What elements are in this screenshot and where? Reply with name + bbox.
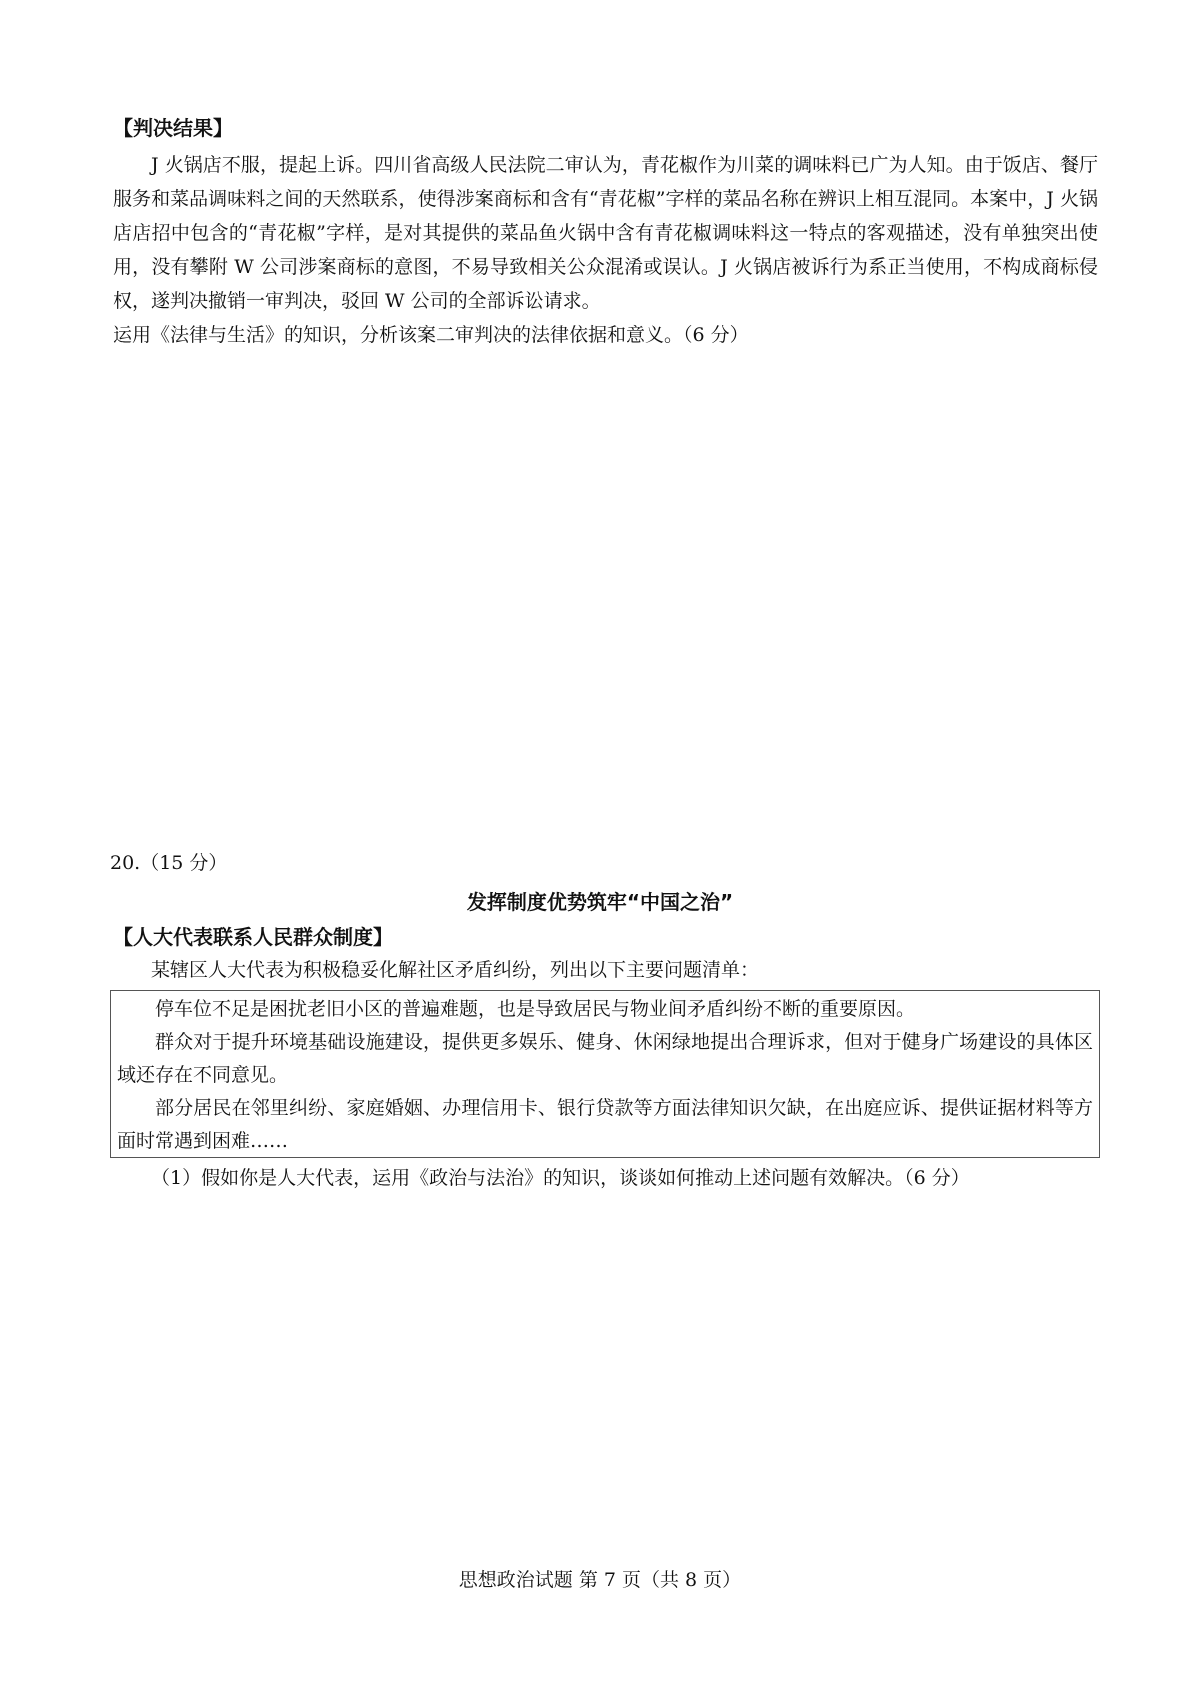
intro-block [113, 953, 1098, 987]
question-19: 运用《法律与生活》的知识，分析该案二审判决的法律依据和意义。（6 分） [113, 324, 749, 346]
question-20-1: （1）假如你是人大代表，运用《政治与法治》的知识，谈谈如何推动上述问题有效解决。（6 分） [151, 1167, 970, 1189]
section-heading-verdict: 【判决结果】 [113, 116, 233, 140]
issue-item-2: 群众对于提升环境基础设施建设，提供更多娱乐、健身、休闲绿地提出合理诉求，但对于健身广场建设的具体区域还存在不同意见。 [117, 1031, 1093, 1086]
verdict-paragraph: J 火锅店不服，提起上诉。四川省高级人民法院二审认为，青花椒作为川菜的调味料已广为人知。由于饭店、餐厅服务和菜品调味料之间的天然联系，使得涉案商标和含有“青花椒”字样的菜品名称在辨识上相互混同。本案中，J 火锅店店招中包含的“青花椒”字样，是对其提供的菜品鱼火锅中含有青花椒调味料这一特点的客观描述，没有单独突出使用，没有攀附 W 公司涉案商标的意图，不易导致相关公众混淆或误认。J 火锅店被诉行为系正当使用，不构成商标侵权，遂判决撤销一审判决，驳回 W 公司的全部诉讼请求。 [113, 154, 1098, 312]
issue-item-1: 停车位不足是困扰老旧小区的普遍难题，也是导致居民与物业间矛盾纠纷不断的重要原因。 [155, 998, 916, 1020]
issue-item-3: 部分居民在邻里纠纷、家庭婚姻、办理信用卡、银行贷款等方面法律知识欠缺，在出庭应诉、提供证据材料等方面时常遇到困难…… [117, 1097, 1093, 1152]
verdict-paragraph-block [113, 148, 1098, 352]
intro-text: 某辖区人大代表为积极稳妥化解社区矛盾纠纷，列出以下主要问题清单： [151, 959, 760, 981]
section-heading-system: 【人大代表联系人民群众制度】 [113, 925, 393, 949]
page-footer: 思想政治试题 第 7 页（共 8 页） [458, 1569, 742, 1591]
issue-list-box [110, 990, 1100, 1158]
section-title: 发挥制度优势筑牢“中国之治” [466, 890, 734, 914]
question-number-20: 20.（15 分） [110, 852, 228, 874]
